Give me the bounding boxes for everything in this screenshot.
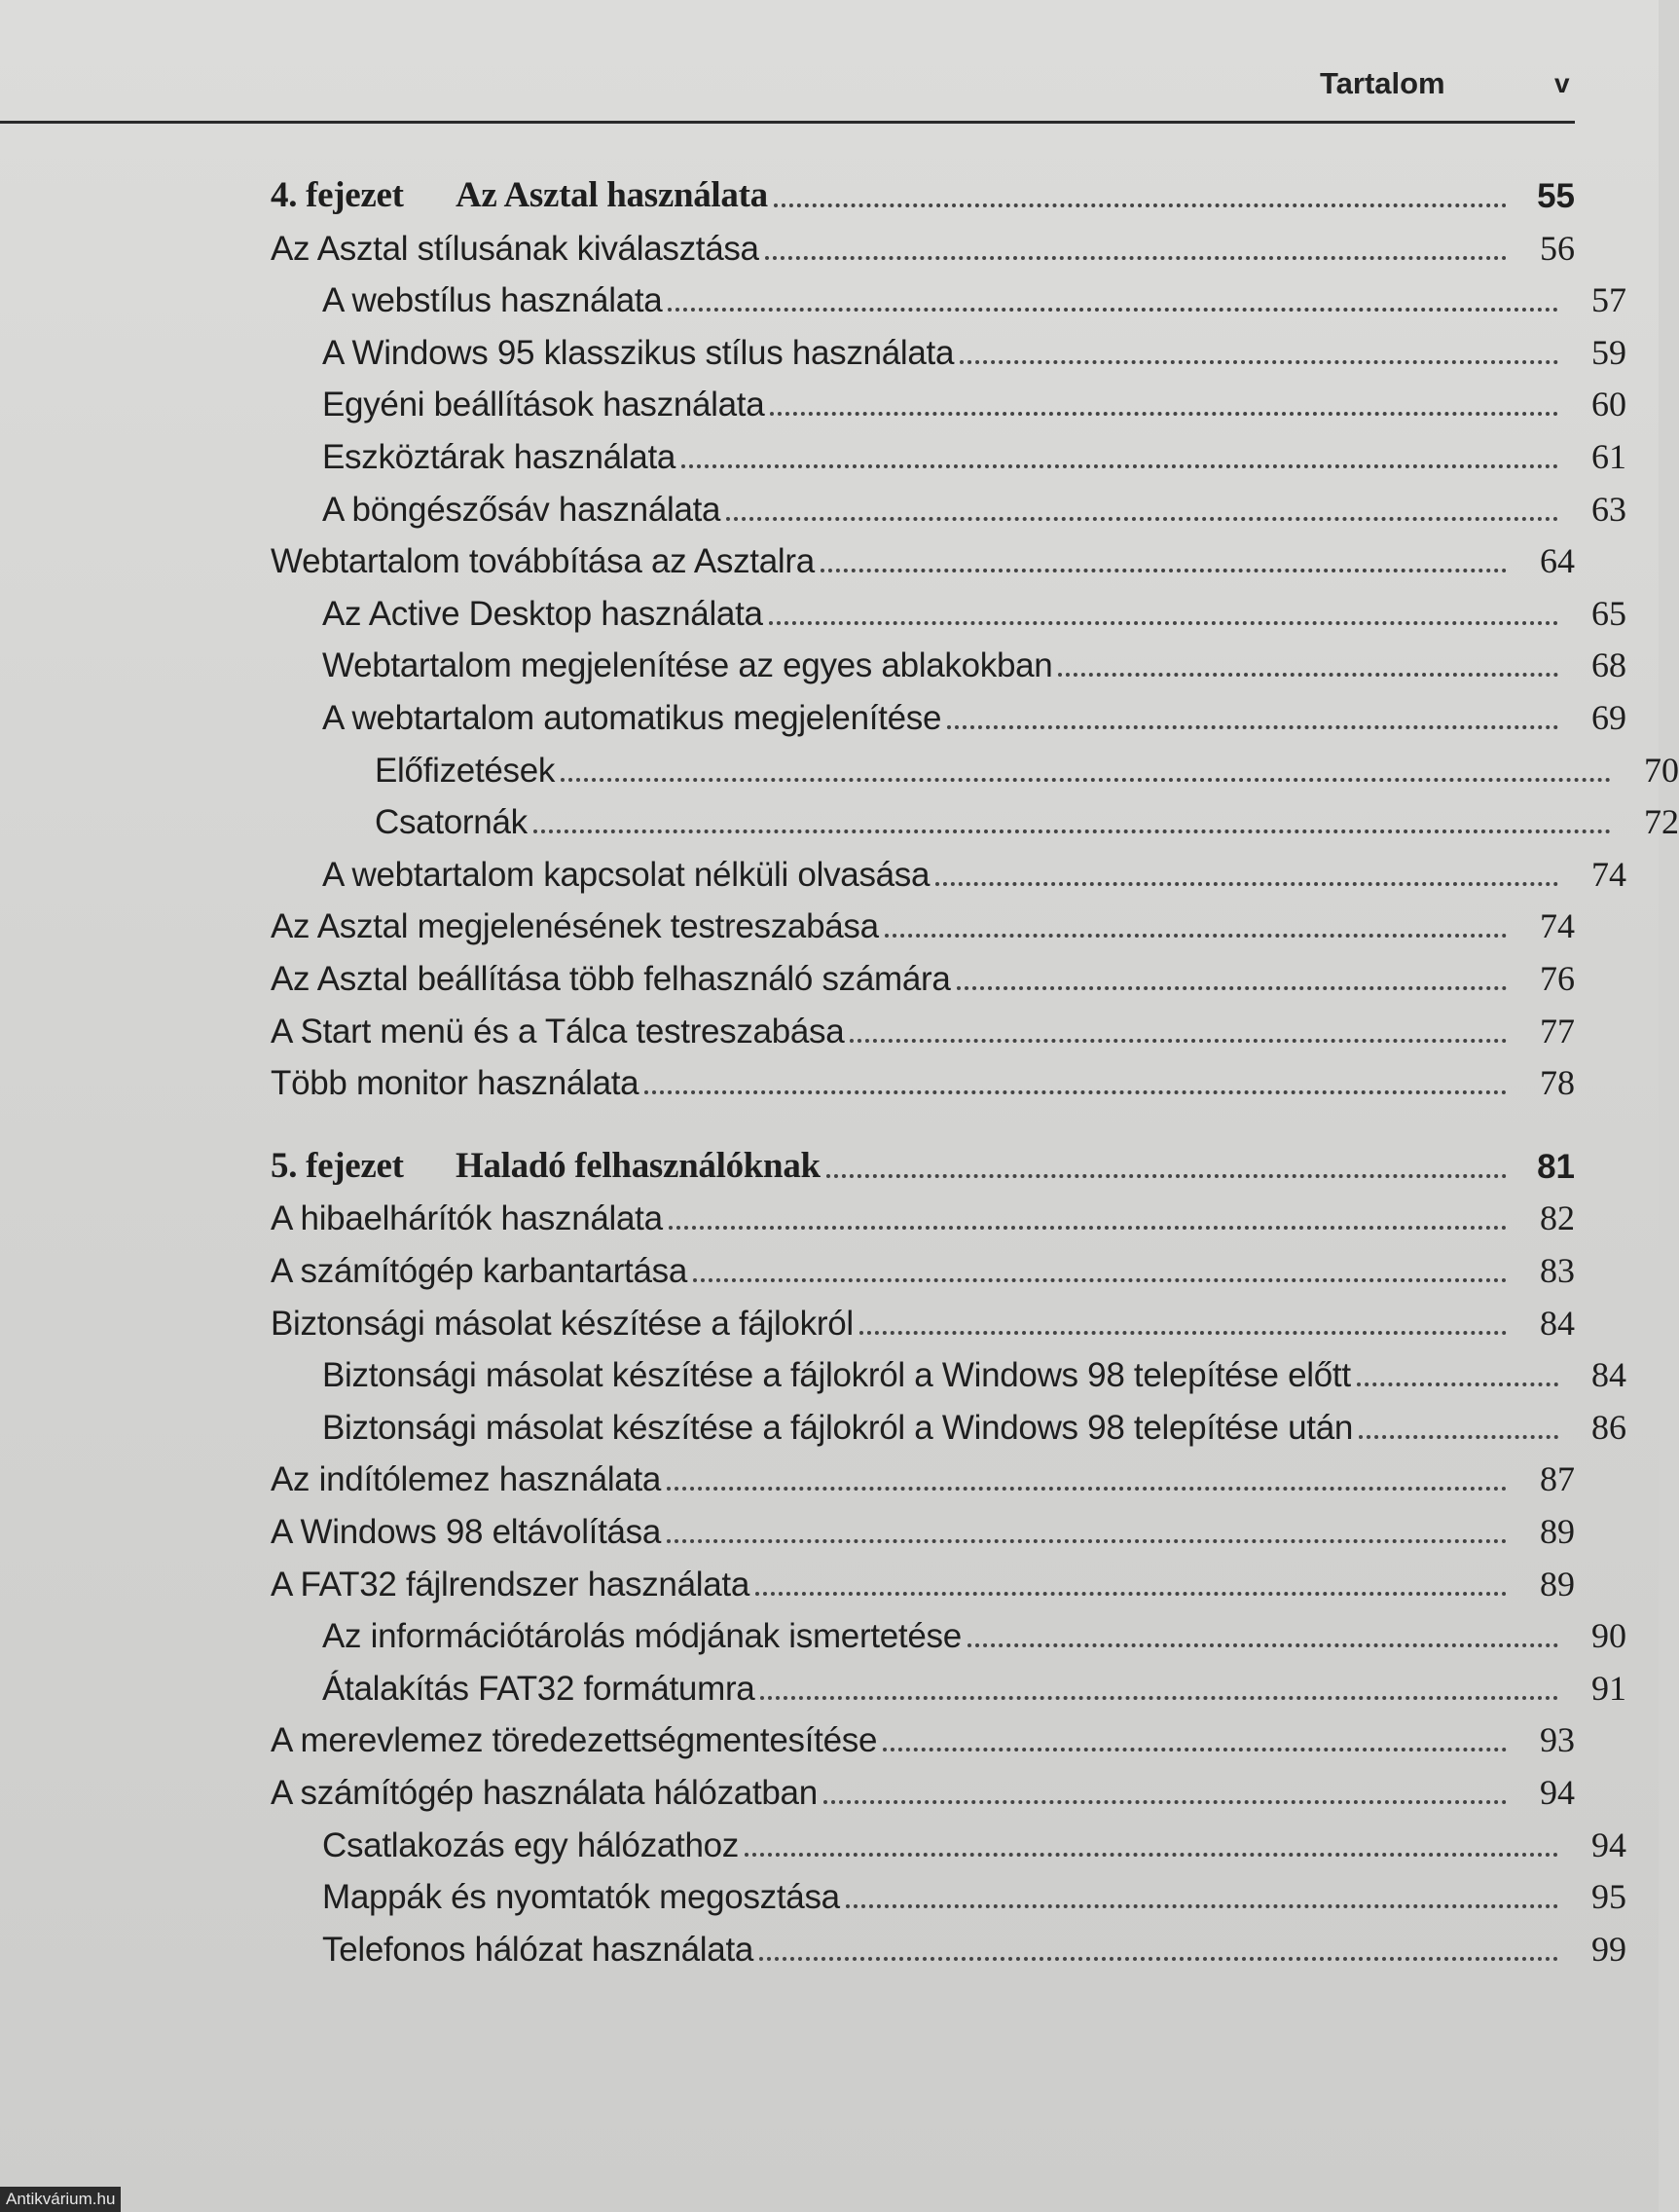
toc-entry-row: [271, 1660, 1626, 1709]
toc-entry-row: [271, 324, 1626, 373]
toc-entry-title: Az Active Desktop használata: [322, 594, 763, 633]
toc-entry-page-number: 69: [1591, 698, 1626, 737]
toc-entry-page-number: 90: [1591, 1616, 1626, 1656]
dot-leader: [755, 1592, 1507, 1596]
toc-entry-page-number: 91: [1591, 1668, 1626, 1708]
toc-entry-page-number: 77: [1540, 1011, 1575, 1051]
toc-entry-row: [271, 585, 1626, 634]
toc-entry-row: [271, 1003, 1575, 1051]
toc-entry-row: [271, 1764, 1575, 1813]
toc-entry-title: Az Asztal megjelenésének testreszabása: [271, 907, 879, 946]
toc-entry-title: A Windows 95 klasszikus stílus használata: [322, 333, 955, 372]
toc-entry-page-number: 72: [1644, 802, 1679, 842]
chapter-number: 5. fejezet: [271, 1145, 404, 1186]
toc-entry-title: A számítógép karbantartása: [271, 1252, 688, 1290]
toc-entry-row: [271, 689, 1626, 738]
toc-entry-title: A webtartalom automatikus megjelenítése: [322, 699, 942, 737]
toc-entry-page-number: 95: [1591, 1877, 1626, 1917]
toc-entry-row: [271, 481, 1626, 530]
toc-entry-row: [271, 637, 1626, 685]
watermark-label: Antikvárium.hu: [0, 2187, 121, 2212]
toc-entry-page-number: 82: [1540, 1198, 1575, 1238]
toc-entry-title: Az információtárolás módjának ismertetése: [322, 1617, 962, 1656]
toc-entry-row: [271, 428, 1626, 477]
dot-leader: [885, 934, 1507, 938]
toc-entry-row: [271, 1295, 1575, 1344]
dot-leader: [693, 1278, 1507, 1282]
toc-entry-title: A böngészősáv használata: [322, 490, 721, 529]
toc-entry-page-number: 64: [1540, 541, 1575, 581]
page-number: v: [1554, 68, 1570, 98]
toc-entry-page-number: 65: [1591, 593, 1626, 633]
toc-entry-page-number: 59: [1591, 332, 1626, 372]
toc-entry-page-number: 74: [1540, 906, 1575, 946]
toc-entry-page-number: 57: [1591, 280, 1626, 320]
dot-leader: [667, 1539, 1507, 1543]
toc-entry-row: [271, 846, 1626, 895]
dot-leader: [770, 412, 1558, 416]
toc-entry-title: Biztonsági másolat készítése a fájlokról a Windows 98 telepítése után: [322, 1408, 1354, 1447]
toc-entry-title: Biztonsági másolat készítése a fájlokról a Windows 98 telepítése előtt: [322, 1356, 1351, 1395]
toc-entry-title: Csatornák: [375, 803, 528, 842]
toc-entry-row: [271, 1556, 1575, 1604]
dot-leader: [1058, 673, 1558, 677]
dot-leader: [668, 308, 1558, 312]
dot-leader: [960, 360, 1558, 364]
dot-leader: [765, 256, 1507, 260]
dot-leader: [561, 778, 1611, 782]
chapter-title: Haladó felhasználóknak: [456, 1145, 821, 1186]
chapter-page-number: 55: [1537, 177, 1575, 215]
dot-leader: [533, 830, 1611, 833]
dot-leader: [644, 1090, 1507, 1094]
dot-leader: [681, 464, 1558, 468]
dot-leader: [760, 1696, 1558, 1700]
toc-chapter-row: [271, 1138, 1575, 1187]
toc-entry-row: [271, 376, 1626, 424]
toc-entry-page-number: 93: [1540, 1720, 1575, 1760]
toc-entry-title: Egyéni beállítások használata: [322, 386, 765, 424]
toc-entry-row: [271, 1817, 1626, 1865]
dot-leader: [947, 725, 1558, 729]
toc-entry-row: [271, 898, 1575, 946]
chapter-heading: [271, 1145, 821, 1187]
toc-entry-title: Eszköztárak használata: [322, 438, 676, 476]
toc-entry-row: [271, 793, 1679, 842]
chapter-page-number: 81: [1537, 1147, 1575, 1186]
toc-entry-row: [271, 1399, 1626, 1448]
toc-entry-title: Webtartalom megjelenítése az egyes ablakokban: [322, 646, 1053, 685]
toc-entry-page-number: 78: [1540, 1063, 1575, 1103]
toc-entry-row: [271, 1451, 1575, 1499]
chapter-number: 4. fejezet: [271, 175, 404, 215]
toc-chapter-row: [271, 167, 1575, 216]
dot-leader: [774, 203, 1507, 207]
dot-leader: [745, 1853, 1558, 1857]
toc-entry-row: [271, 1346, 1626, 1395]
toc-entry-title: A hibaelhárítók használata: [271, 1199, 663, 1238]
dot-leader: [846, 1904, 1558, 1908]
toc-entry-page-number: 74: [1591, 854, 1626, 894]
toc-entry-row: [271, 1503, 1575, 1552]
dot-leader: [967, 1643, 1558, 1647]
toc-entry-title: Előfizetések: [375, 751, 556, 790]
toc-entry-row: [271, 1190, 1575, 1238]
toc-entry-title: Több monitor használata: [271, 1064, 639, 1103]
toc-entry-row: [271, 1054, 1575, 1103]
toc-entry-page-number: 61: [1591, 437, 1626, 476]
dot-leader: [850, 1039, 1507, 1043]
toc-entry-title: Az Asztal stílusának kiválasztása: [271, 229, 759, 268]
toc-entry-page-number: 87: [1540, 1459, 1575, 1499]
dot-leader: [769, 621, 1558, 625]
toc-entry-title: A Start menü és a Tálca testreszabása: [271, 1012, 845, 1051]
toc-entry-page-number: 76: [1540, 959, 1575, 998]
toc-entry-title: Telefonos hálózat használata: [322, 1930, 754, 1969]
toc-entry-row: [271, 1712, 1575, 1760]
toc-entry-page-number: 68: [1591, 645, 1626, 685]
toc-entry-page-number: 83: [1540, 1251, 1575, 1290]
toc-entry-title: A FAT32 fájlrendszer használata: [271, 1565, 749, 1604]
dot-leader: [726, 517, 1558, 521]
toc-entry-page-number: 89: [1540, 1512, 1575, 1551]
toc-entry-title: A merevlemez töredezettségmentesítése: [271, 1721, 878, 1760]
chapter-heading: [271, 174, 768, 216]
running-title: Tartalom: [1320, 66, 1445, 100]
toc-entry-title: Csatlakozás egy hálózathoz: [322, 1825, 740, 1864]
toc-entry-row: [271, 1868, 1626, 1917]
toc-entry-page-number: 84: [1540, 1303, 1575, 1343]
toc-entry-page-number: 84: [1591, 1355, 1626, 1395]
dot-leader: [821, 569, 1507, 572]
chapter-title: Az Asztal használata: [456, 175, 768, 215]
toc-entry-title: A webtartalom kapcsolat nélküli olvasása: [322, 855, 931, 894]
toc-entry-title: Átalakítás FAT32 formátumra: [322, 1669, 755, 1708]
toc-entry-page-number: 99: [1591, 1929, 1626, 1969]
toc-entry-page-number: 63: [1591, 489, 1626, 529]
toc-entry-row: [271, 1242, 1575, 1291]
dot-leader: [957, 986, 1507, 990]
toc-entry-page-number: 89: [1540, 1564, 1575, 1604]
toc-entry-title: Az indítólemez használata: [271, 1460, 662, 1499]
toc-entry-page-number: 56: [1540, 228, 1575, 268]
dot-leader: [1357, 1382, 1558, 1386]
toc-entry-title: Webtartalom továbbítása az Asztalra: [271, 542, 815, 581]
dot-leader: [1359, 1435, 1558, 1439]
dot-leader: [859, 1331, 1507, 1335]
toc-entry-title: A számítógép használata hálózatban: [271, 1774, 818, 1812]
toc-entry-row: [271, 950, 1575, 999]
toc-entry-title: Biztonsági másolat készítése a fájlokról: [271, 1304, 854, 1343]
toc-entry-row: [271, 533, 1575, 581]
toc-entry-page-number: 94: [1540, 1773, 1575, 1812]
dot-leader: [883, 1748, 1507, 1751]
toc-entry-title: Mappák és nyomtatók megosztása: [322, 1878, 840, 1917]
dot-leader: [667, 1487, 1507, 1491]
dot-leader: [826, 1174, 1507, 1178]
toc-entry-row: [271, 1607, 1626, 1656]
toc-entry-page-number: 86: [1591, 1407, 1626, 1447]
toc-entry-row: [271, 742, 1679, 791]
toc-entry-title: A Windows 98 eltávolítása: [271, 1513, 662, 1551]
toc-entry-page-number: 60: [1591, 385, 1626, 424]
dot-leader: [935, 882, 1558, 886]
dot-leader: [823, 1800, 1507, 1804]
header-rule: [0, 121, 1575, 124]
toc-entry-title: A webstílus használata: [322, 281, 663, 320]
dot-leader: [669, 1226, 1507, 1230]
dot-leader: [759, 1957, 1558, 1961]
toc-entry-page-number: 70: [1644, 750, 1679, 790]
toc-entry-title: Az Asztal beállítása több felhasználó számára: [271, 960, 951, 998]
toc-entry-row: [271, 1921, 1626, 1970]
toc-entry-row: [271, 272, 1626, 320]
toc-entry-row: [271, 220, 1575, 269]
toc-entry-page-number: 94: [1591, 1825, 1626, 1864]
